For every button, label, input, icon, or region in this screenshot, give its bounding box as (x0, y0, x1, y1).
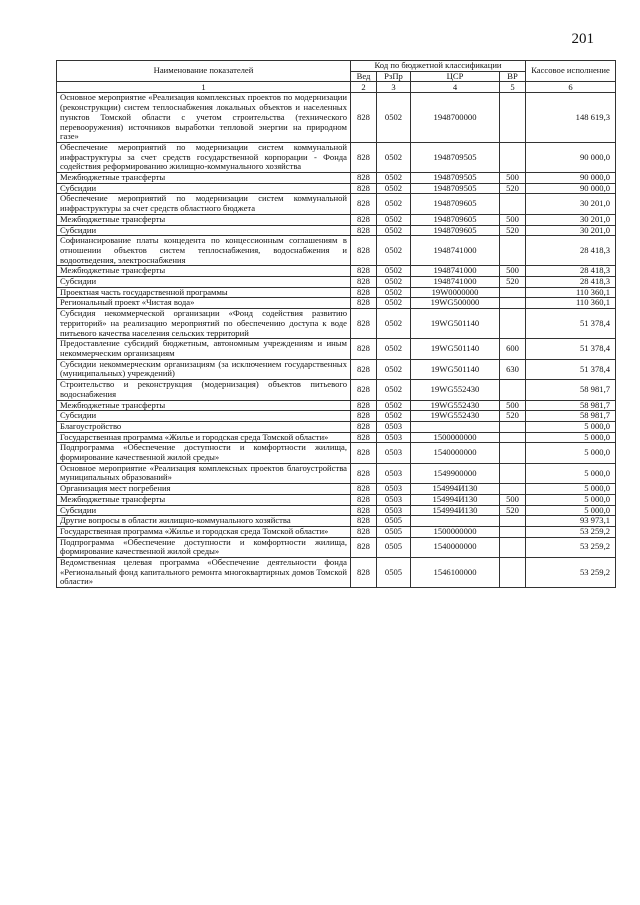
row-csr: 19WG552430 (411, 400, 500, 411)
row-ved: 828 (351, 142, 377, 172)
row-name: Основное мероприятие «Реализация комплексных проектов благоустройства муниципальных образований» (57, 463, 351, 483)
row-rzpr: 0503 (377, 432, 411, 443)
table-row (57, 309, 616, 339)
row-ved: 828 (351, 537, 377, 557)
table-row (57, 505, 616, 516)
table-row (57, 173, 616, 184)
row-amount: 5 000,0 (526, 421, 616, 432)
row-amount: 58 981,7 (526, 411, 616, 422)
row-vr (500, 194, 526, 214)
row-name: Подпрограмма «Обеспечение доступности и комфортности жилища, формирование качественной жилой среды» (57, 537, 351, 557)
row-rzpr: 0502 (377, 266, 411, 277)
row-ved: 828 (351, 214, 377, 225)
row-vr (500, 142, 526, 172)
row-rzpr: 0505 (377, 537, 411, 557)
row-csr: 19WG501140 (411, 339, 500, 359)
row-amount: 90 000,0 (526, 173, 616, 184)
row-vr (500, 537, 526, 557)
row-rzpr: 0502 (377, 183, 411, 194)
table-row (57, 400, 616, 411)
row-csr: 19WG500000 (411, 298, 500, 309)
row-amount: 58 981,7 (526, 400, 616, 411)
row-csr (411, 421, 500, 432)
column-number: 3 (377, 82, 411, 93)
row-rzpr: 0502 (377, 287, 411, 298)
row-amount: 5 000,0 (526, 505, 616, 516)
header-name: Наименование показателей (57, 61, 351, 82)
row-vr (500, 526, 526, 537)
table-row (57, 183, 616, 194)
row-ved: 828 (351, 173, 377, 184)
row-amount: 53 259,2 (526, 526, 616, 537)
row-vr (500, 432, 526, 443)
row-ved: 828 (351, 380, 377, 400)
table-row (57, 266, 616, 277)
table-row (57, 194, 616, 214)
row-amount: 90 000,0 (526, 183, 616, 194)
table-row (57, 214, 616, 225)
row-rzpr: 0502 (377, 309, 411, 339)
table-row (57, 463, 616, 483)
row-ved: 828 (351, 236, 377, 266)
row-vr (500, 287, 526, 298)
row-csr: 1948741000 (411, 236, 500, 266)
row-rzpr: 0502 (377, 359, 411, 379)
table-row (57, 339, 616, 359)
row-ved: 828 (351, 277, 377, 288)
row-ved: 828 (351, 359, 377, 379)
table-row (57, 411, 616, 422)
row-rzpr: 0502 (377, 225, 411, 236)
row-name: Ведомственная целевая программа «Обеспечение деятельности фонда «Региональный фонд капитального ремонта многоквартирных домов Томской области» (57, 558, 351, 588)
table-row (57, 421, 616, 432)
row-rzpr: 0505 (377, 558, 411, 588)
row-amount: 30 201,0 (526, 214, 616, 225)
table-row (57, 516, 616, 527)
row-name: Проектная часть государственной программы (57, 287, 351, 298)
row-ved: 828 (351, 516, 377, 527)
row-vr (500, 463, 526, 483)
header-rzpr: РзПр (377, 71, 411, 82)
row-csr: 19WG552430 (411, 380, 500, 400)
row-ved: 828 (351, 183, 377, 194)
row-amount: 5 000,0 (526, 484, 616, 495)
row-name: Субсидии (57, 277, 351, 288)
row-csr: 1500000000 (411, 526, 500, 537)
row-vr: 500 (500, 400, 526, 411)
header-classification: Код по бюджетной классификации (351, 61, 526, 72)
row-ved: 828 (351, 463, 377, 483)
row-name: Региональный проект «Чистая вода» (57, 298, 351, 309)
row-name: Межбюджетные трансферты (57, 173, 351, 184)
row-vr: 630 (500, 359, 526, 379)
row-csr: 1546100000 (411, 558, 500, 588)
row-amount: 51 378,4 (526, 359, 616, 379)
row-amount: 5 000,0 (526, 432, 616, 443)
row-csr: 1948709505 (411, 142, 500, 172)
table-row (57, 277, 616, 288)
row-name: Государственная программа «Жилье и городская среда Томской области» (57, 526, 351, 537)
row-name: Межбюджетные трансферты (57, 266, 351, 277)
row-csr: 154994И130 (411, 484, 500, 495)
row-rzpr: 0502 (377, 93, 411, 143)
row-name: Межбюджетные трансферты (57, 494, 351, 505)
row-csr: 1948709505 (411, 183, 500, 194)
row-name: Подпрограмма «Обеспечение доступности и комфортности жилища, формирование качественной жилой среды» (57, 443, 351, 463)
row-csr: 1540000000 (411, 537, 500, 557)
row-amount: 28 418,3 (526, 266, 616, 277)
row-vr (500, 93, 526, 143)
row-vr (500, 558, 526, 588)
row-vr: 520 (500, 225, 526, 236)
row-amount: 28 418,3 (526, 277, 616, 288)
row-rzpr: 0502 (377, 411, 411, 422)
row-vr: 520 (500, 183, 526, 194)
row-rzpr: 0502 (377, 298, 411, 309)
table-row (57, 432, 616, 443)
row-name: Субсидии некоммерческим организациям (за исключением государственных (муниципальных) учреждений) (57, 359, 351, 379)
page-number: 201 (571, 31, 594, 47)
row-csr: 19WG501140 (411, 309, 500, 339)
row-rzpr: 0503 (377, 505, 411, 516)
row-vr: 500 (500, 214, 526, 225)
budget-table (56, 60, 616, 588)
row-amount: 53 259,2 (526, 537, 616, 557)
row-name: Государственная программа «Жилье и городская среда Томской области» (57, 432, 351, 443)
row-name: Межбюджетные трансферты (57, 214, 351, 225)
table-row (57, 537, 616, 557)
column-number-row (57, 82, 616, 93)
row-rzpr: 0502 (377, 236, 411, 266)
row-csr: 1948709605 (411, 214, 500, 225)
row-csr: 1948741000 (411, 266, 500, 277)
row-rzpr: 0502 (377, 277, 411, 288)
row-rzpr: 0502 (377, 339, 411, 359)
row-csr: 1948709605 (411, 194, 500, 214)
row-rzpr: 0505 (377, 516, 411, 527)
header-csr: ЦСР (411, 71, 500, 82)
row-name: Обеспечение мероприятий по модернизации систем коммунальной инфраструктуры за счет средств областного бюджета (57, 194, 351, 214)
row-vr: 520 (500, 277, 526, 288)
row-name: Основное мероприятие «Реализация комплексных проектов по модернизации (реконструкции) систем теплоснабжения локальных объектов и населенных пунктов Томской области с учетом строительства (технического перевооружения) источников выработки тепловой энергии на природном газе» (57, 93, 351, 143)
row-amount: 30 201,0 (526, 194, 616, 214)
row-ved: 828 (351, 400, 377, 411)
table-row (57, 494, 616, 505)
row-amount: 30 201,0 (526, 225, 616, 236)
row-amount: 90 000,0 (526, 142, 616, 172)
row-amount: 93 973,1 (526, 516, 616, 527)
header-amount: Кассовое исполнение (526, 61, 616, 82)
row-name: Софинансирование платы концедента по концессионным соглашениям в отношении объектов систем теплоснабжения, водоснабжения и водоотведения, электроснабжения (57, 236, 351, 266)
row-ved: 828 (351, 484, 377, 495)
table-row (57, 380, 616, 400)
row-ved: 828 (351, 309, 377, 339)
row-name: Организация мест погребения (57, 484, 351, 495)
row-ved: 828 (351, 287, 377, 298)
row-ved: 828 (351, 93, 377, 143)
row-vr (500, 380, 526, 400)
row-csr: 154994И130 (411, 494, 500, 505)
row-csr: 19WG552430 (411, 411, 500, 422)
row-amount: 53 259,2 (526, 558, 616, 588)
row-vr: 500 (500, 173, 526, 184)
row-csr: 19W0000000 (411, 287, 500, 298)
header-ved: Вед (351, 71, 377, 82)
row-name: Субсидии (57, 411, 351, 422)
row-rzpr: 0505 (377, 526, 411, 537)
row-vr (500, 236, 526, 266)
header-row-1 (57, 61, 616, 72)
row-ved: 828 (351, 443, 377, 463)
row-rzpr: 0503 (377, 484, 411, 495)
row-rzpr: 0503 (377, 421, 411, 432)
row-ved: 828 (351, 298, 377, 309)
column-number: 4 (411, 82, 500, 93)
row-vr: 520 (500, 505, 526, 516)
row-rzpr: 0502 (377, 400, 411, 411)
row-name: Строительство и реконструкция (модернизация) объектов питьевого водоснабжения (57, 380, 351, 400)
row-rzpr: 0502 (377, 142, 411, 172)
table-row (57, 484, 616, 495)
row-vr (500, 309, 526, 339)
row-ved: 828 (351, 494, 377, 505)
row-csr: 1948741000 (411, 277, 500, 288)
row-ved: 828 (351, 505, 377, 516)
row-csr: 1948700000 (411, 93, 500, 143)
row-vr (500, 484, 526, 495)
row-csr: 154994И130 (411, 505, 500, 516)
row-csr: 1948709505 (411, 173, 500, 184)
row-csr: 1549900000 (411, 463, 500, 483)
table-row (57, 93, 616, 143)
row-vr: 500 (500, 494, 526, 505)
row-csr: 1500000000 (411, 432, 500, 443)
row-rzpr: 0502 (377, 214, 411, 225)
row-csr: 19WG501140 (411, 359, 500, 379)
row-amount: 51 378,4 (526, 309, 616, 339)
row-rzpr: 0502 (377, 173, 411, 184)
table-row (57, 558, 616, 588)
row-amount: 58 981,7 (526, 380, 616, 400)
row-amount: 110 360,1 (526, 298, 616, 309)
row-amount: 5 000,0 (526, 443, 616, 463)
row-ved: 828 (351, 266, 377, 277)
row-ved: 828 (351, 432, 377, 443)
row-ved: 828 (351, 421, 377, 432)
row-ved: 828 (351, 225, 377, 236)
table-body (57, 93, 616, 588)
row-vr: 520 (500, 411, 526, 422)
table-row (57, 359, 616, 379)
row-ved: 828 (351, 558, 377, 588)
row-name: Субсидии (57, 225, 351, 236)
table-row (57, 236, 616, 266)
row-amount: 28 418,3 (526, 236, 616, 266)
row-amount: 51 378,4 (526, 339, 616, 359)
row-csr (411, 516, 500, 527)
row-amount: 5 000,0 (526, 463, 616, 483)
row-vr: 500 (500, 266, 526, 277)
table-row (57, 287, 616, 298)
row-amount: 5 000,0 (526, 494, 616, 505)
table-row (57, 443, 616, 463)
row-rzpr: 0503 (377, 463, 411, 483)
row-name: Предоставление субсидий бюджетным, автономным учреждениям и иным некоммерческим организациям (57, 339, 351, 359)
table-row (57, 142, 616, 172)
row-ved: 828 (351, 194, 377, 214)
row-ved: 828 (351, 526, 377, 537)
row-name: Другие вопросы в области жилищно-коммунального хозяйства (57, 516, 351, 527)
table-row (57, 526, 616, 537)
column-number: 1 (57, 82, 351, 93)
column-number: 2 (351, 82, 377, 93)
row-rzpr: 0503 (377, 443, 411, 463)
table-row (57, 298, 616, 309)
row-csr: 1540000000 (411, 443, 500, 463)
table-row (57, 225, 616, 236)
row-name: Субсидия некоммерческой организации «Фонд содействия развитию территорий» на реализацию мероприятий по обеспечению доступа к воде питьевого качества населения сельских территорий (57, 309, 351, 339)
row-name: Межбюджетные трансферты (57, 400, 351, 411)
row-vr: 600 (500, 339, 526, 359)
row-csr: 1948709605 (411, 225, 500, 236)
header-vr: ВР (500, 71, 526, 82)
column-number: 6 (526, 82, 616, 93)
row-vr (500, 443, 526, 463)
row-rzpr: 0502 (377, 380, 411, 400)
row-rzpr: 0503 (377, 494, 411, 505)
row-amount: 110 360,1 (526, 287, 616, 298)
row-rzpr: 0502 (377, 194, 411, 214)
column-number: 5 (500, 82, 526, 93)
row-vr (500, 516, 526, 527)
row-vr (500, 421, 526, 432)
row-name: Благоустройство (57, 421, 351, 432)
row-name: Субсидии (57, 183, 351, 194)
row-name: Обеспечение мероприятий по модернизации систем коммунальной инфраструктуры за счет средств государственной корпорации - Фонда содействия реформированию жилищно-коммунального хозяйства (57, 142, 351, 172)
row-ved: 828 (351, 411, 377, 422)
row-vr (500, 298, 526, 309)
row-ved: 828 (351, 339, 377, 359)
row-amount: 148 619,3 (526, 93, 616, 143)
row-name: Субсидии (57, 505, 351, 516)
